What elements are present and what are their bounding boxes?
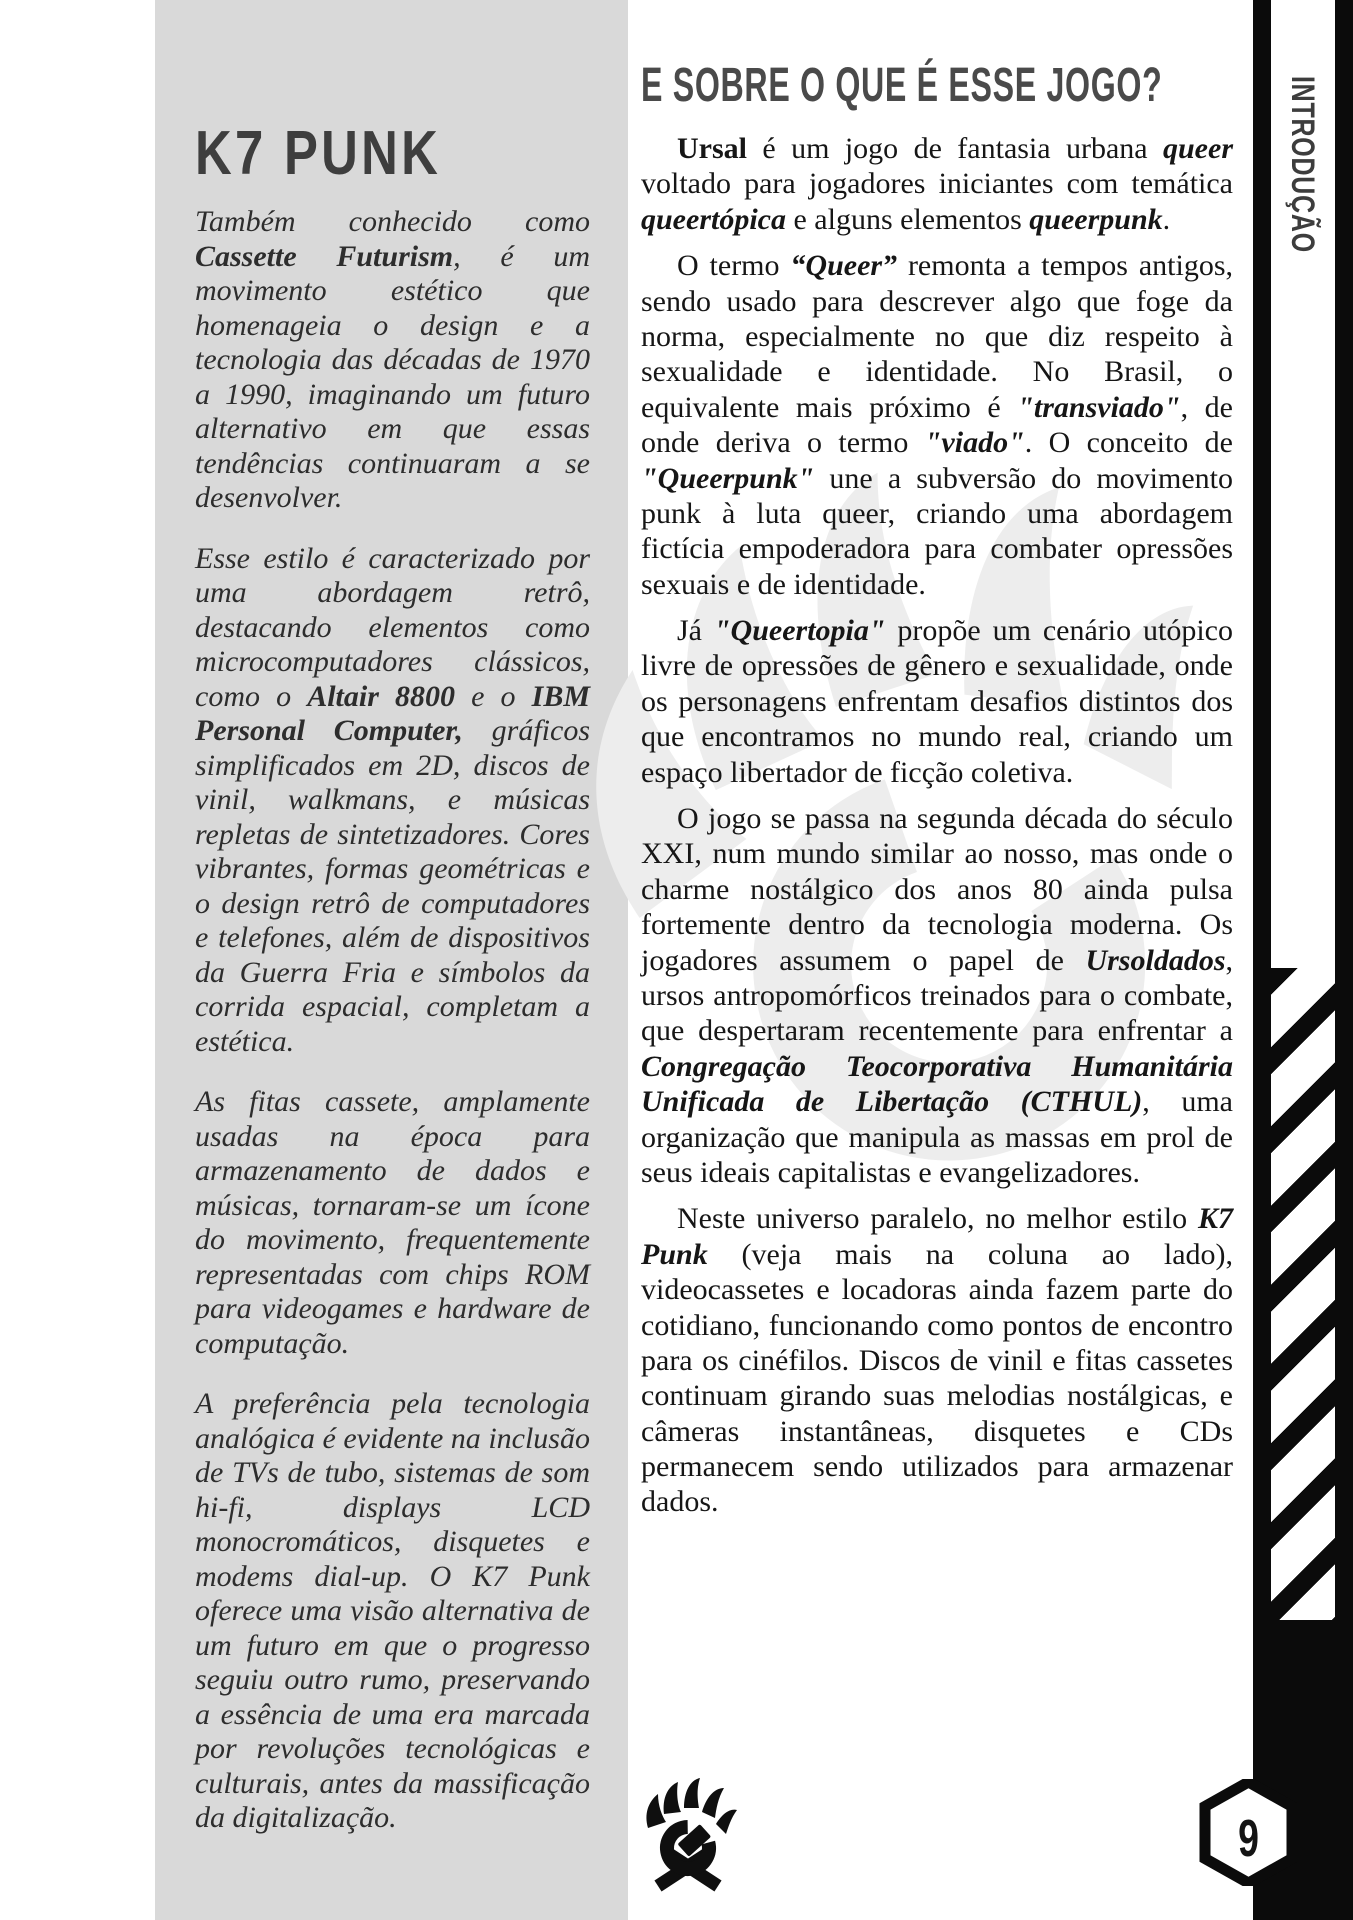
sidebar-paragraph-3: As fitas cassete, amplamente usadas na época para armazenamento de dados e músicas, tornaram-se um ícone do movimento, frequentemente representadas com chips ROM para videogames e hardware de computação. [195,1085,590,1360]
main-paragraph-1: Ursal é um jogo de fantasia urbana queer voltado para jogadores iniciantes com temática queertópica e alguns elementos queerpunk. [641,132,1233,236]
chapter-tab-label: INTRODUÇÃO [1285,75,1322,253]
hazard-stripes-icon [1271,968,1335,1620]
page-edge-strip [1253,0,1353,1920]
page-number: 9 [1238,1809,1259,1868]
bear-paw-hammer-logo [638,1776,738,1894]
sidebar-paragraph-4: A preferência pela tecnologia analógica é evidente na inclusão de TVs de tubo, sistemas de som hi-fi, displays LCD monocromáticos, disquetes e modems dial-up. O K7 Punk oferece uma visão alternativa de um futuro em que o progresso seguiu outro rumo, preservando a essência de uma era marcada por revoluções tecnológicas e culturais, antes da massificação da digitalização. [195,1387,590,1834]
main-paragraph-4: O jogo se passa na segunda década do século XXI, num mundo similar ao nosso, mas onde o charme nostálgico dos anos 80 ainda pulsa fortemente dentro da tecnologia moderna. Os jogadores assumem o papel de Ursoldados, ursos antropomórficos treinados para o combate, que despertaram recentemente para enfrentar a Congregação Teocorporativa Humanitária Unificada de Libertação (CTHUL), uma organização que manipula as massas em prol de seus ideais capitalistas e evangelizadores. [641,802,1233,1189]
sidebar-paragraph-2: Esse estilo é caracterizado por uma abordagem retrô, destacando elementos como microcomputadores clássicos, como o Altair 8800 e o IBM Personal Computer, gráficos simplificados em 2D, discos de vinil, walkmans, e músicas repletas de sintetizadores. Cores vibrantes, formas geométricas e o design retrô de computadores e telefones, além de dispositivos da Guerra Fria e símbolos da corrida espacial, completam a estética. [195,541,590,1058]
page-number-badge [1199,1779,1298,1886]
main-paragraph-5: Neste universo paralelo, no melhor estilo K7 Punk (veja mais na coluna ao lado), videocassetes e locadoras ainda fazem parte do cotidiano, funcionando como pontos de encontro para os cinéfilos. Discos de vinil e fitas cassetes continuam girando suas melodias nostálgicas, e câmeras instantâneas, disquetes e CDs permanecem sendo utilizados para armazenar dados. [641,1202,1233,1519]
main-column [641,58,1233,1531]
main-paragraph-3: Já "Queertopia" propõe um cenário utópico livre de opressões de gênero e sexualidade, onde os personagens enfrentam desafios distintos dos que encontramos no mundo real, criando um espaço libertador de ficção coletiva. [641,614,1233,789]
chapter-tab [1271,75,1335,253]
sidebar-title: K7 PUNK [195,119,442,188]
sidebar-k7-punk [155,0,628,1920]
main-paragraph-2: O termo “Queer” remonta a tempos antigos, sendo usado para descrever algo que foge da norma, especialmente no que diz respeito à sexualidade e identidade. No Brasil, o equivalente mais próximo é "transviado", de onde deriva o termo "viado". O conceito de "Queerpunk" une a subversão do movimento punk à luta queer, criando uma abordagem fictícia empoderadora para combater opressões sexuais e de identidade. [641,249,1233,601]
sidebar-paragraph-1: Também conhecido como Cassette Futurism, é um movimento estético que homenageia o design e a tecnologia das décadas de 1970 a 1990, imaginando um futuro alternativo em que essas tendências continuaram a se desenvolver. [195,205,590,514]
section-title: E SOBRE O QUE É ESSE JOGO? [641,59,1163,112]
